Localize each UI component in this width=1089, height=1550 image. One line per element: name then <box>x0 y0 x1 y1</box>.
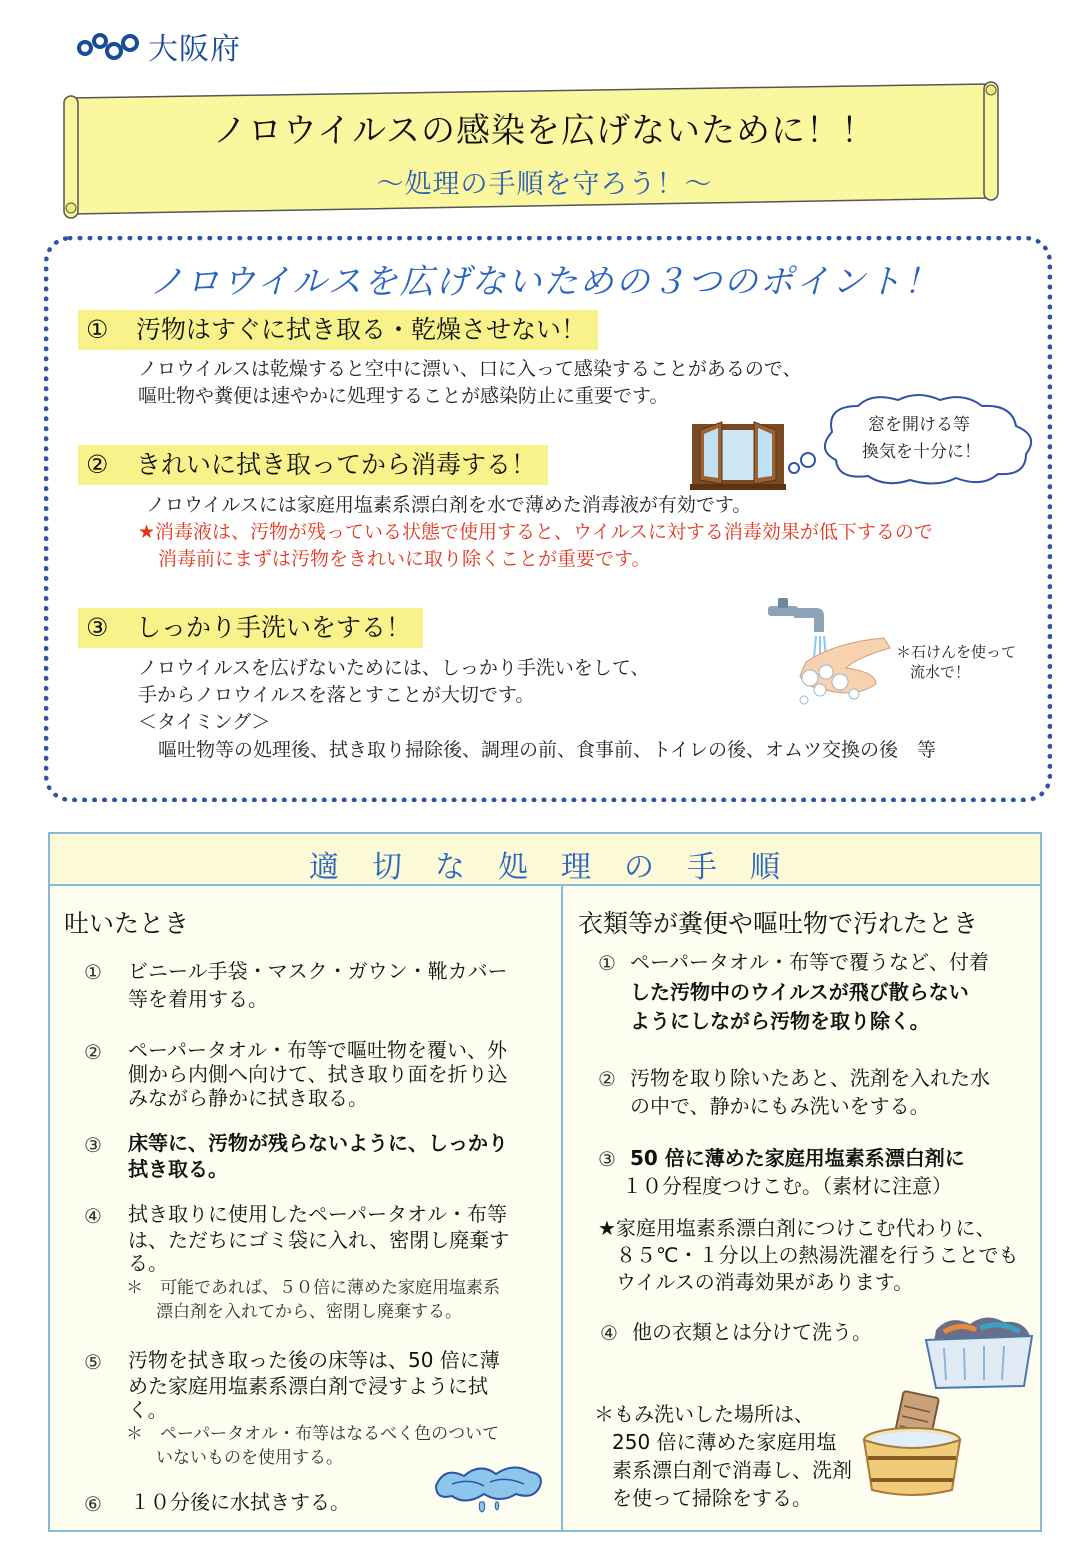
right-warning-line-3: ウイルスの消毒効果があります。 <box>616 1270 914 1294</box>
left-step-5-note-line-2: いないものを使用する。 <box>156 1448 343 1468</box>
right-warning-line-1: ★家庭用塩素系漂白剤につけこむ代わりに、 <box>598 1216 996 1240</box>
left-step-4-note-line-1: ＊ 可能であれば、５０倍に薄めた家庭用塩素系 <box>126 1278 500 1298</box>
left-step-6-line-1: １０分後に水拭きする。 <box>130 1490 350 1514</box>
right-step-3-number: ③ <box>598 1147 616 1171</box>
left-step-2-line-3: みながら静かに拭き取る。 <box>128 1086 368 1110</box>
right-footnote-line-4: を使って掃除をする。 <box>612 1486 812 1510</box>
point-3-number: ③ <box>86 613 109 642</box>
column-divider <box>561 886 563 1532</box>
point-3-heading <box>78 608 423 648</box>
left-step-5-line-1: 汚物を拭き取った後の床等は、50 倍に薄 <box>128 1348 500 1372</box>
point-3-text-line-1: ノロウイルスを広げないためには、しっかり手洗いをして、 <box>138 657 650 679</box>
points-title: ノロウイルスを広げないための３つのポイント！ <box>149 262 940 302</box>
point-1-heading <box>78 310 598 350</box>
handwashing-icon <box>766 598 896 716</box>
left-step-5-number: ⑤ <box>84 1350 102 1374</box>
point-2-text-line-1: ノロウイルスには家庭用塩素系漂白剤を水で薄めた消毒液が有効です。 <box>146 494 752 516</box>
wet-cloth-icon <box>430 1456 548 1516</box>
point-1-text-line-1: ノロウイルスは乾燥すると空中に漂い、口に入って感染することがあるので、 <box>138 358 802 380</box>
point-2-warning-line-2: 消毒前にまずは汚物をきれいに取り除くことが重要です。 <box>158 548 651 570</box>
left-step-3-line-2: 拭き取る。 <box>128 1157 228 1181</box>
left-step-4-note-line-2: 漂白剤を入れてから、密閉し廃棄する。 <box>156 1302 462 1322</box>
right-column-heading: 衣類等が糞便や嘔吐物で汚れたとき <box>578 909 979 938</box>
right-step-2-line-2: の中で、静かにもみ洗いをする。 <box>630 1094 930 1118</box>
timing-list: 嘔吐物等の処理後、拭き取り掃除後、調理の前、食事前、トイレの後、オムツ交換の後 等 <box>158 739 937 761</box>
left-step-2-line-1: ペーパータオル・布等で嘔吐物を覆い、外 <box>128 1038 507 1062</box>
point-3-text-line-2: 手からノロウイルスを落とすことが大切です。 <box>138 684 535 706</box>
bubble-text-line-1: 窓を開ける等 <box>868 415 970 435</box>
right-step-2-line-1: 汚物を取り除いたあと、洗剤を入れた水 <box>630 1066 990 1090</box>
timing-label: ＜タイミング＞ <box>138 711 271 733</box>
left-step-2-line-2: 側から内側へ向けて、拭き取り面を折り込 <box>128 1062 508 1086</box>
point-2-heading <box>78 445 548 485</box>
left-step-2-number: ② <box>84 1040 102 1064</box>
right-step-3-line-1: 50 倍に薄めた家庭用塩素系漂白剤に <box>630 1146 965 1170</box>
left-step-3-line-1: 床等に、汚物が残らないように、しっかり <box>128 1131 508 1155</box>
osaka-logo <box>76 24 241 68</box>
laundry-basket-icon <box>920 1312 1038 1392</box>
soap-note-line-1: ＊石けんを使って <box>896 643 1017 661</box>
soap-note-line-2: 流水で！ <box>910 663 971 681</box>
left-step-4-line-2: は、ただちにゴミ袋に入れ、密閉し廃棄す <box>128 1228 510 1252</box>
right-step-4-number: ④ <box>600 1321 618 1345</box>
page-title: ノロウイルスの感染を広げないために！！ <box>213 111 876 151</box>
right-warning-line-2: ８５℃・１分以上の熱湯洗濯を行うことでも <box>616 1243 1019 1267</box>
logo-text: 大阪府 <box>148 32 241 67</box>
left-column-heading: 吐いたとき <box>64 909 190 938</box>
right-footnote-line-2: 250 倍に薄めた家庭用塩 <box>612 1430 837 1454</box>
point-2-number: ② <box>86 450 109 479</box>
point-3-heading-text: しっかり手洗いをする！ <box>136 613 412 642</box>
right-footnote-line-1: ＊もみ洗いした場所は、 <box>594 1402 814 1426</box>
left-step-1-line-1: ビニール手袋・マスク・ガウン・靴カバー <box>128 959 508 983</box>
right-step-4-line-1: 他の衣類とは分けて洗う。 <box>632 1320 872 1344</box>
right-step-1-line-2: した汚物中のウイルスが飛び散らない <box>630 980 969 1004</box>
osaka-emblem-icon <box>76 26 142 66</box>
left-step-1-line-2: 等を着用する。 <box>128 987 268 1011</box>
right-step-1-number: ① <box>598 951 616 975</box>
left-step-1-number: ① <box>84 960 102 984</box>
left-step-5-line-3: く。 <box>128 1398 168 1422</box>
left-step-4-number: ④ <box>84 1204 102 1228</box>
right-step-1-line-1: ペーパータオル・布等で覆うなど、付着 <box>630 950 989 974</box>
open-window-icon <box>688 418 788 490</box>
left-step-5-line-2: めた家庭用塩素系漂白剤で浸すように拭 <box>128 1374 488 1398</box>
point-2-heading-text: きれいに拭き取ってから消毒する！ <box>136 450 537 479</box>
point-1-number: ① <box>86 315 109 344</box>
bubble-text-line-2: 換気を十分に！ <box>862 442 981 462</box>
point-1-text-line-2: 嘔吐物や糞便は速やかに処理することが感染防止に重要です。 <box>138 385 669 407</box>
left-step-4-line-3: る。 <box>128 1251 168 1275</box>
left-step-3-number: ③ <box>84 1133 102 1157</box>
right-step-2-number: ② <box>598 1067 616 1091</box>
left-step-5-note-line-1: ＊ ペーパータオル・布等はなるべく色のついて <box>126 1424 500 1444</box>
point-1-heading-text: 汚物はすぐに拭き取る・乾燥させない！ <box>136 315 587 344</box>
right-step-3-line-2: １０分程度つけこむ。（素材に注意） <box>622 1174 952 1198</box>
page-subtitle: ～処理の手順を守ろう！～ <box>376 169 713 200</box>
right-footnote-line-3: 素系漂白剤で消毒し、洗剤 <box>612 1458 852 1482</box>
wash-tub-icon <box>860 1390 964 1500</box>
procedures-title: 適切な処理の手順 <box>309 850 813 885</box>
left-step-4-line-1: 拭き取りに使用したペーパータオル・布等 <box>128 1202 507 1226</box>
left-step-6-number: ⑥ <box>84 1492 102 1516</box>
right-step-1-line-3: ようにしながら汚物を取り除く。 <box>630 1009 930 1033</box>
point-2-warning-line-1: ★消毒液は、汚物が残っている状態で使用すると、ウイルスに対する消毒効果が低下するので <box>138 521 933 543</box>
